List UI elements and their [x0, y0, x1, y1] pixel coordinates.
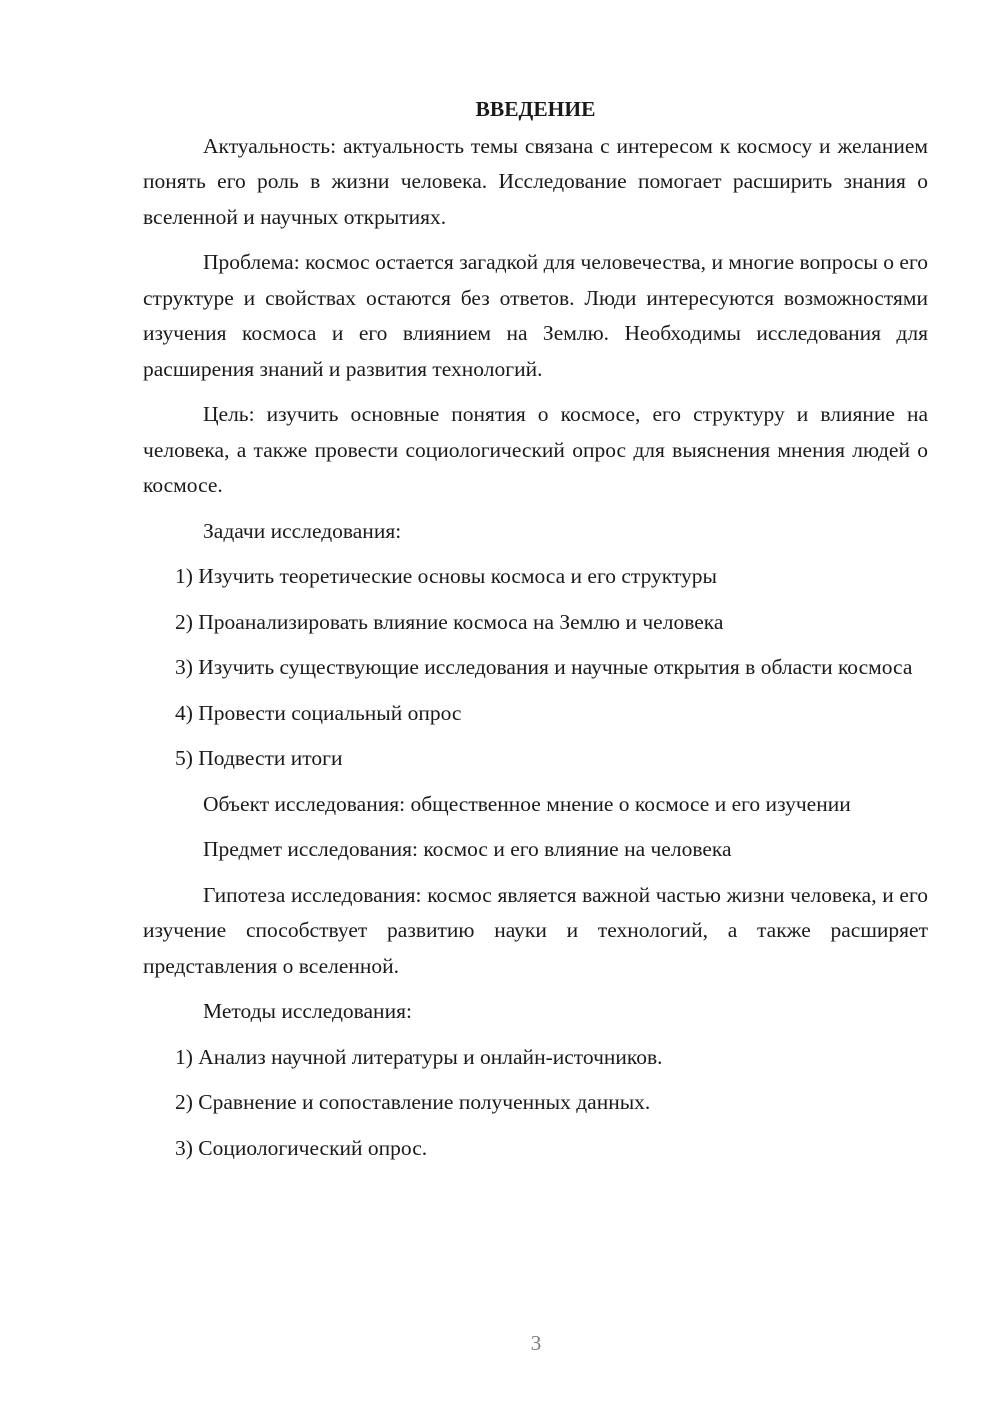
section-title: ВВЕДЕНИЕ — [475, 97, 596, 121]
methods-heading: Методы исследования: — [203, 999, 412, 1023]
tasks-heading: Задачи исследования: — [203, 518, 402, 543]
goal-paragraph: Цель: изучить основные понятия о космосе, его структуру и влияние на человека, а также провести социологический опрос для выяснения мнения людей о космосе. — [143, 402, 928, 497]
object-paragraph: Объект исследования: общественное мнение о космосе и его изучении — [203, 791, 851, 816]
subject-paragraph: Предмет исследования: космос и его влияние на человека — [203, 837, 732, 861]
method-item: 3) Социологический опрос. — [175, 1135, 428, 1160]
relevance-paragraph: Актуальность: актуальность темы связана с интересом к космосу и желанием понять его роль в жизни человека. Исследование помогает расширить знания о вселенной и научных открытиях. — [143, 133, 928, 229]
document-page — [143, 92, 928, 1176]
hypothesis-paragraph: Гипотеза исследования: космос является важной частью жизни человека, и его изучение способствует развитию науки и технологий, а также расширяет представления о вселенной. — [143, 882, 928, 978]
method-item: 2) Сравнение и сопоставление полученных данных. — [175, 1090, 651, 1114]
page-number: 3 — [530, 1331, 542, 1355]
task-item: 1) Изучить теоретические основы космоса и его структуры — [175, 564, 718, 588]
task-item: 3) Изучить существующие исследования и научные открытия в области космоса — [175, 655, 913, 679]
task-item: 4) Провести социальный опрос — [175, 700, 462, 725]
task-item: 2) Проанализировать влияние космоса на Землю и человека — [175, 609, 724, 634]
method-item: 1) Анализ научной литературы и онлайн-источников. — [175, 1044, 663, 1069]
task-item: 5) Подвести итоги — [175, 746, 343, 770]
problem-paragraph: Проблема: космос остается загадкой для человечества, и многие вопросы о его структуре и свойствах остаются без ответов. Люди интересуются возможностями изучения космоса и его влиянием на Землю. Необходимы исследования для расширения знаний и развития технологий. — [143, 250, 928, 381]
